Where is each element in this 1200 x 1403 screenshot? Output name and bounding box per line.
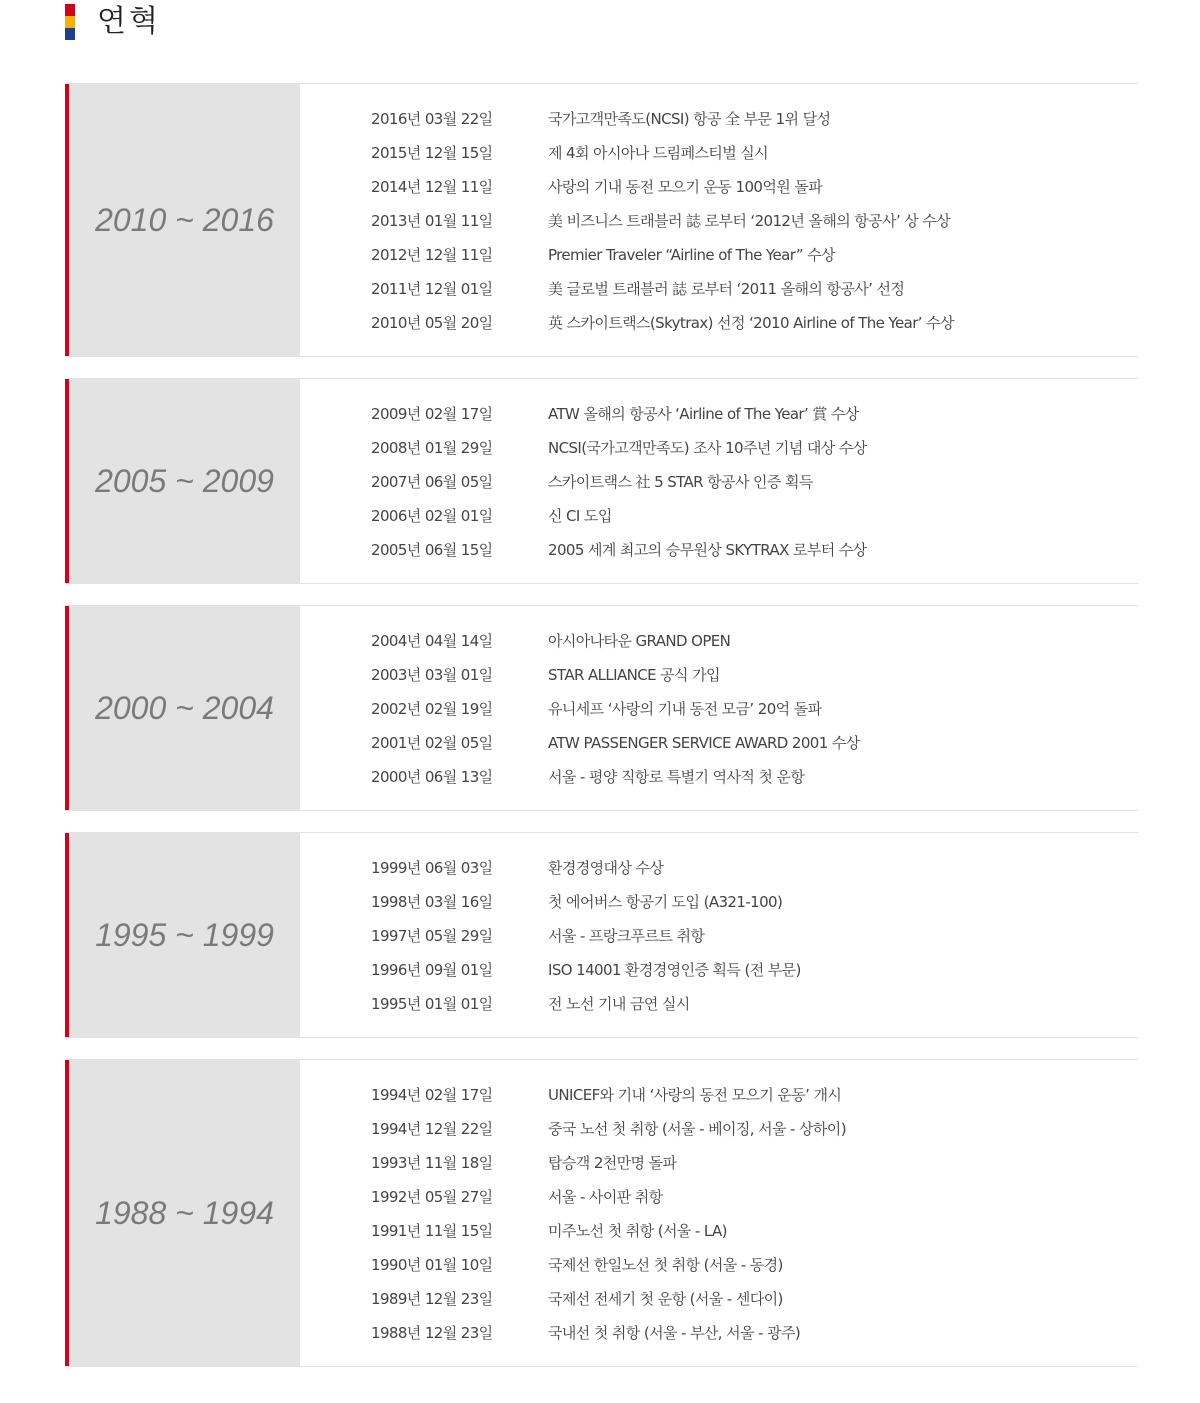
event-item xyxy=(371,759,1138,793)
page-title: 연혁 xyxy=(97,4,161,39)
event-item xyxy=(371,305,1138,339)
period-label: 2000 ~ 2004 xyxy=(65,606,300,810)
event-date: 1988년 12월 23일 xyxy=(371,1323,493,1342)
event-item xyxy=(371,1213,1138,1247)
event-item xyxy=(371,532,1138,566)
event-item xyxy=(371,691,1138,725)
event-date: 1993년 11월 18일 xyxy=(371,1153,493,1172)
event-date: 1991년 11월 15일 xyxy=(371,1221,493,1240)
event-date: 2016년 03월 22일 xyxy=(371,109,493,128)
event-description: ATW 올해의 항공사 ‘Airline of The Year’ 賞 수상 xyxy=(548,404,859,423)
event-item xyxy=(371,464,1138,498)
event-date: 2008년 01월 29일 xyxy=(371,438,493,457)
event-list xyxy=(300,833,1138,1037)
section-header xyxy=(65,4,161,40)
event-item xyxy=(371,498,1138,532)
event-item xyxy=(371,1247,1138,1281)
event-date: 2014년 12월 11일 xyxy=(371,177,493,196)
event-description: 환경경영대상 수상 xyxy=(548,858,664,877)
event-description: 신 CI 도입 xyxy=(548,506,612,525)
event-description: ISO 14001 환경경영인증 획득 (전 부문) xyxy=(548,960,801,979)
event-date: 2001년 02월 05일 xyxy=(371,733,493,752)
event-description: 서울 - 사이판 취항 xyxy=(548,1187,663,1206)
event-description: NCSI(국가고객만족도) 조사 10주년 기념 대상 수상 xyxy=(548,438,867,457)
event-date: 2012년 12월 11일 xyxy=(371,245,493,264)
event-description: 전 노선 기내 금연 실시 xyxy=(548,994,690,1013)
event-item xyxy=(371,135,1138,169)
event-date: 2013년 01월 11일 xyxy=(371,211,493,230)
event-date: 2002년 02월 19일 xyxy=(371,699,493,718)
event-item xyxy=(371,952,1138,986)
event-item xyxy=(371,725,1138,759)
event-item xyxy=(371,396,1138,430)
event-description: UNICEF와 기내 ‘사랑의 동전 모으기 운동’ 개시 xyxy=(548,1085,842,1104)
event-description: 서울 - 평양 직항로 특별기 역사적 첫 운항 xyxy=(548,767,805,786)
event-description: 美 비즈니스 트래블러 誌 로부터 ‘2012년 올해의 항공사’ 상 수상 xyxy=(548,211,951,230)
event-date: 2004년 04월 14일 xyxy=(371,631,493,650)
history-period xyxy=(65,1059,1138,1367)
header-bar-red xyxy=(65,4,75,16)
event-date: 1998년 03월 16일 xyxy=(371,892,493,911)
event-item xyxy=(371,1145,1138,1179)
event-date: 2005년 06월 15일 xyxy=(371,540,493,559)
event-list xyxy=(300,379,1138,583)
event-description: 스카이트랙스 社 5 STAR 항공사 인증 획득 xyxy=(548,472,813,491)
period-label: 1988 ~ 1994 xyxy=(65,1060,300,1366)
period-label: 2005 ~ 2009 xyxy=(65,379,300,583)
event-description: 중국 노선 첫 취항 (서울 - 베이징, 서울 - 상하이) xyxy=(548,1119,846,1138)
event-item xyxy=(371,850,1138,884)
event-description: 국가고객만족도(NCSI) 항공 全 부문 1위 달성 xyxy=(548,109,831,128)
event-description: 국내선 첫 취항 (서울 - 부산, 서울 - 광주) xyxy=(548,1323,801,1342)
history-period xyxy=(65,832,1138,1038)
event-date: 2015년 12월 15일 xyxy=(371,143,493,162)
event-date: 1989년 12월 23일 xyxy=(371,1289,493,1308)
event-item xyxy=(371,884,1138,918)
event-date: 1992년 05월 27일 xyxy=(371,1187,493,1206)
event-date: 1996년 09월 01일 xyxy=(371,960,493,979)
event-description: Premier Traveler “Airline of The Year” 수상 xyxy=(548,245,836,264)
event-description: 국제선 전세기 첫 운항 (서울 - 센다이) xyxy=(548,1289,783,1308)
header-color-bar xyxy=(65,4,75,40)
event-description: 첫 에어버스 항공기 도입 (A321-100) xyxy=(548,892,783,911)
event-item xyxy=(371,237,1138,271)
event-description: 美 글로벌 트래블러 誌 로부터 ‘2011 올해의 항공사’ 선정 xyxy=(548,279,905,298)
event-item xyxy=(371,623,1138,657)
event-list xyxy=(300,606,1138,810)
event-date: 2006년 02월 01일 xyxy=(371,506,493,525)
history-period xyxy=(65,83,1138,357)
event-date: 2003년 03월 01일 xyxy=(371,665,493,684)
event-date: 1994년 12월 22일 xyxy=(371,1119,493,1138)
event-list xyxy=(300,1060,1138,1366)
event-item xyxy=(371,1077,1138,1111)
event-description: 아시아나타운 GRAND OPEN xyxy=(548,631,731,650)
event-item xyxy=(371,1281,1138,1315)
event-description: 英 스카이트랙스(Skytrax) 선정 ‘2010 Airline of The Year’ 수상 xyxy=(548,313,954,332)
event-description: ATW PASSENGER SERVICE AWARD 2001 수상 xyxy=(548,733,860,752)
event-date: 1997년 05월 29일 xyxy=(371,926,493,945)
event-item xyxy=(371,918,1138,952)
event-item xyxy=(371,1111,1138,1145)
header-bar-blue xyxy=(65,28,75,40)
event-list xyxy=(300,84,1138,356)
event-date: 1999년 06월 03일 xyxy=(371,858,493,877)
event-description: STAR ALLIANCE 공식 가입 xyxy=(548,665,720,684)
event-description: 제 4회 아시아나 드림페스티벌 실시 xyxy=(548,143,769,162)
event-date: 2007년 06월 05일 xyxy=(371,472,493,491)
event-date: 1995년 01월 01일 xyxy=(371,994,493,1013)
history-period xyxy=(65,378,1138,584)
event-date: 2009년 02월 17일 xyxy=(371,404,493,423)
history-timeline xyxy=(65,83,1138,1388)
event-date: 1990년 01월 10일 xyxy=(371,1255,493,1274)
event-item xyxy=(371,101,1138,135)
period-label: 2010 ~ 2016 xyxy=(65,84,300,356)
event-item xyxy=(371,169,1138,203)
event-description: 2005 세계 최고의 승무원상 SKYTRAX 로부터 수상 xyxy=(548,540,867,559)
event-item xyxy=(371,203,1138,237)
history-period xyxy=(65,605,1138,811)
event-description: 사랑의 기내 동전 모으기 운동 100억원 돌파 xyxy=(548,177,823,196)
event-date: 2000년 06월 13일 xyxy=(371,767,493,786)
event-description: 서울 - 프랑크푸르트 취항 xyxy=(548,926,705,945)
event-date: 1994년 02월 17일 xyxy=(371,1085,493,1104)
event-item xyxy=(371,1179,1138,1213)
event-description: 미주노선 첫 취항 (서울 - LA) xyxy=(548,1221,727,1240)
event-item xyxy=(371,430,1138,464)
event-description: 유니세프 ‘사랑의 기내 동전 모금’ 20억 돌파 xyxy=(548,699,822,718)
header-bar-yellow xyxy=(65,16,75,28)
period-label: 1995 ~ 1999 xyxy=(65,833,300,1037)
event-item xyxy=(371,271,1138,305)
event-item xyxy=(371,657,1138,691)
event-date: 2011년 12월 01일 xyxy=(371,279,493,298)
event-date: 2010년 05월 20일 xyxy=(371,313,493,332)
event-description: 국제선 한일노선 첫 취항 (서울 - 동경) xyxy=(548,1255,783,1274)
event-description: 탑승객 2천만명 돌파 xyxy=(548,1153,677,1172)
event-item xyxy=(371,986,1138,1020)
event-item xyxy=(371,1315,1138,1349)
